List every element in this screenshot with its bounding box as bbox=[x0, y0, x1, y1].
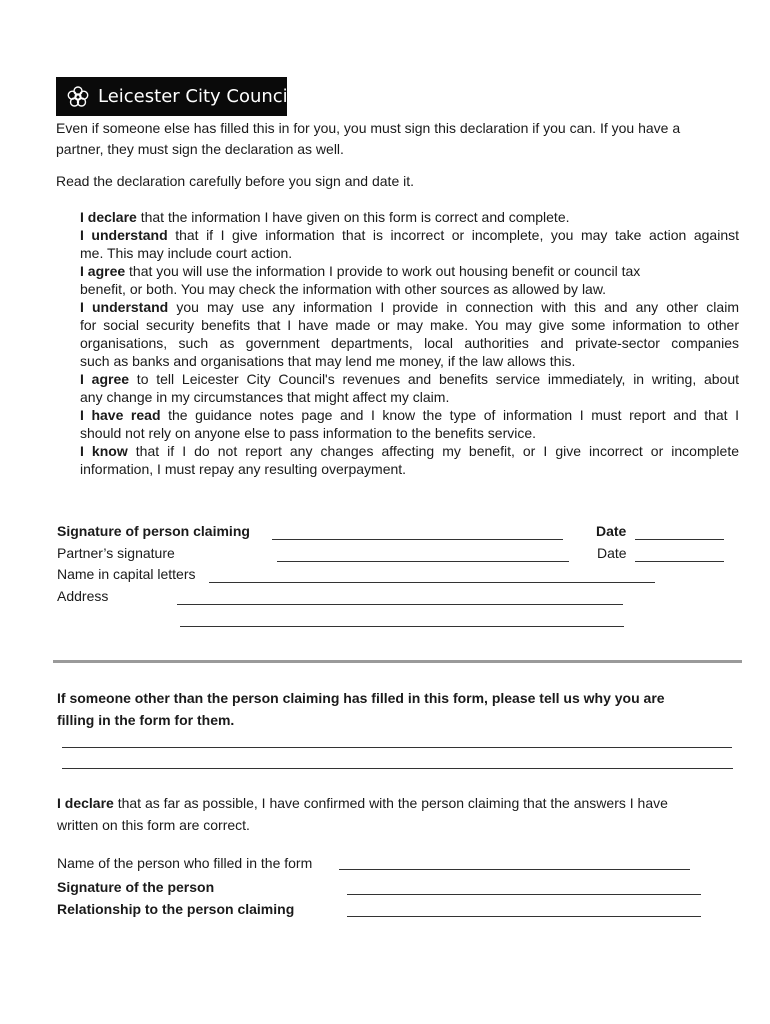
read-instruction: Read the declaration carefully before you sign and date it. bbox=[56, 173, 415, 189]
address-field-line-2[interactable] bbox=[180, 626, 624, 627]
declaration-line bbox=[80, 406, 739, 424]
declaration-line bbox=[80, 262, 739, 280]
declaration-line: such as banks and organisations that may lend me money, if the law allows this. bbox=[80, 353, 576, 369]
declaration-line: me. This may include court action. bbox=[80, 245, 293, 261]
relationship-field[interactable] bbox=[347, 916, 701, 917]
declaration-keyword: I understand bbox=[80, 227, 168, 243]
other-declaration-line-1 bbox=[57, 795, 668, 811]
declaration-text: that you will use the information I provide to work out housing benefit or council tax bbox=[125, 263, 641, 279]
declaration-text: the guidance notes page and I know the type of information I must report and that I bbox=[160, 407, 739, 423]
declaration-text: that if I give information that is incorrect or incomplete, you may take action against bbox=[167, 227, 739, 243]
declaration-line bbox=[80, 442, 739, 460]
section-divider bbox=[53, 660, 742, 663]
address-field-line-1[interactable] bbox=[177, 604, 623, 605]
declaration-line bbox=[80, 208, 739, 226]
declaration-keyword: I understand bbox=[80, 299, 169, 315]
declaration-text: that the information I have given on this form is correct and complete. bbox=[136, 209, 570, 225]
claimant-signature-field[interactable] bbox=[272, 539, 563, 540]
intro-line-2: partner, they must sign the declaration as well. bbox=[56, 141, 344, 157]
declaration-line: should not rely on anyone else to pass information to the benefits service. bbox=[80, 425, 537, 441]
reason-field-line-2[interactable] bbox=[62, 768, 733, 769]
other-person-heading-line-2: filling in the form for them. bbox=[57, 712, 235, 728]
declaration-line: for social security benefits that I have made or may make. You may give some information to other bbox=[80, 317, 739, 333]
claimant-date-label: Date bbox=[596, 523, 627, 539]
rose-emblem-icon bbox=[66, 85, 90, 109]
partner-signature-field[interactable] bbox=[277, 561, 569, 562]
partner-signature-label: Partner’s signature bbox=[57, 545, 175, 561]
declaration-keyword: I agree bbox=[80, 263, 126, 279]
relationship-label: Relationship to the person claiming bbox=[57, 901, 295, 917]
declaration-keyword: I declare bbox=[80, 209, 137, 225]
declaration-keyword: I have read bbox=[80, 407, 161, 423]
declaration-keyword: I declare bbox=[57, 795, 114, 811]
council-logo bbox=[56, 77, 293, 116]
declaration-line: information, I must repay any resulting overpayment. bbox=[80, 461, 407, 477]
intro-line-1: Even if someone else has filled this in for you, you must sign this declaration if you can. If you have a bbox=[56, 120, 681, 136]
partner-date-label: Date bbox=[597, 545, 627, 561]
other-person-heading-line-1: If someone other than the person claiming has filled in this form, please tell us why you are bbox=[57, 690, 665, 706]
filler-signature-field[interactable] bbox=[347, 894, 701, 895]
reason-field-line-1[interactable] bbox=[62, 747, 732, 748]
declaration-keyword: I know bbox=[80, 443, 128, 459]
partner-date-field[interactable] bbox=[635, 561, 724, 562]
declaration-line: organisations, such as government departments, local authorities and private-sector companies bbox=[80, 335, 739, 351]
declaration-line bbox=[80, 370, 739, 388]
claimant-signature-label: Signature of person claiming bbox=[57, 523, 250, 539]
filler-name-field[interactable] bbox=[339, 869, 690, 870]
declaration-line: any change in my circumstances that might affect my claim. bbox=[80, 389, 450, 405]
declaration-text: you may use any information I provide in connection with this and any other claim bbox=[168, 299, 739, 315]
declaration-line: benefit, or both. You may check the information with other sources as allowed by law. bbox=[80, 281, 607, 297]
declaration-text: that if I do not report any changes affecting my benefit, or I give incorrect or incomplete bbox=[127, 443, 739, 459]
declaration-keyword: I agree bbox=[80, 371, 130, 387]
name-capitals-label: Name in capital letters bbox=[57, 566, 196, 582]
declaration-line bbox=[80, 226, 739, 244]
declaration-list bbox=[80, 208, 739, 478]
logo-text: Leicester City Council bbox=[98, 86, 293, 107]
name-capitals-field[interactable] bbox=[209, 582, 655, 583]
filler-name-label: Name of the person who filled in the form bbox=[57, 855, 313, 871]
address-label: Address bbox=[57, 588, 109, 604]
filler-signature-label: Signature of the person bbox=[57, 879, 215, 895]
declaration-text: to tell Leicester City Council's revenues and benefits service immediately, in writing, about bbox=[129, 371, 740, 387]
declaration-line bbox=[80, 298, 739, 316]
declaration-text: that as far as possible, I have confirmed with the person claiming that the answers I have bbox=[113, 795, 668, 811]
other-declaration-line-2: written on this form are correct. bbox=[57, 817, 250, 833]
claimant-date-field[interactable] bbox=[635, 539, 724, 540]
